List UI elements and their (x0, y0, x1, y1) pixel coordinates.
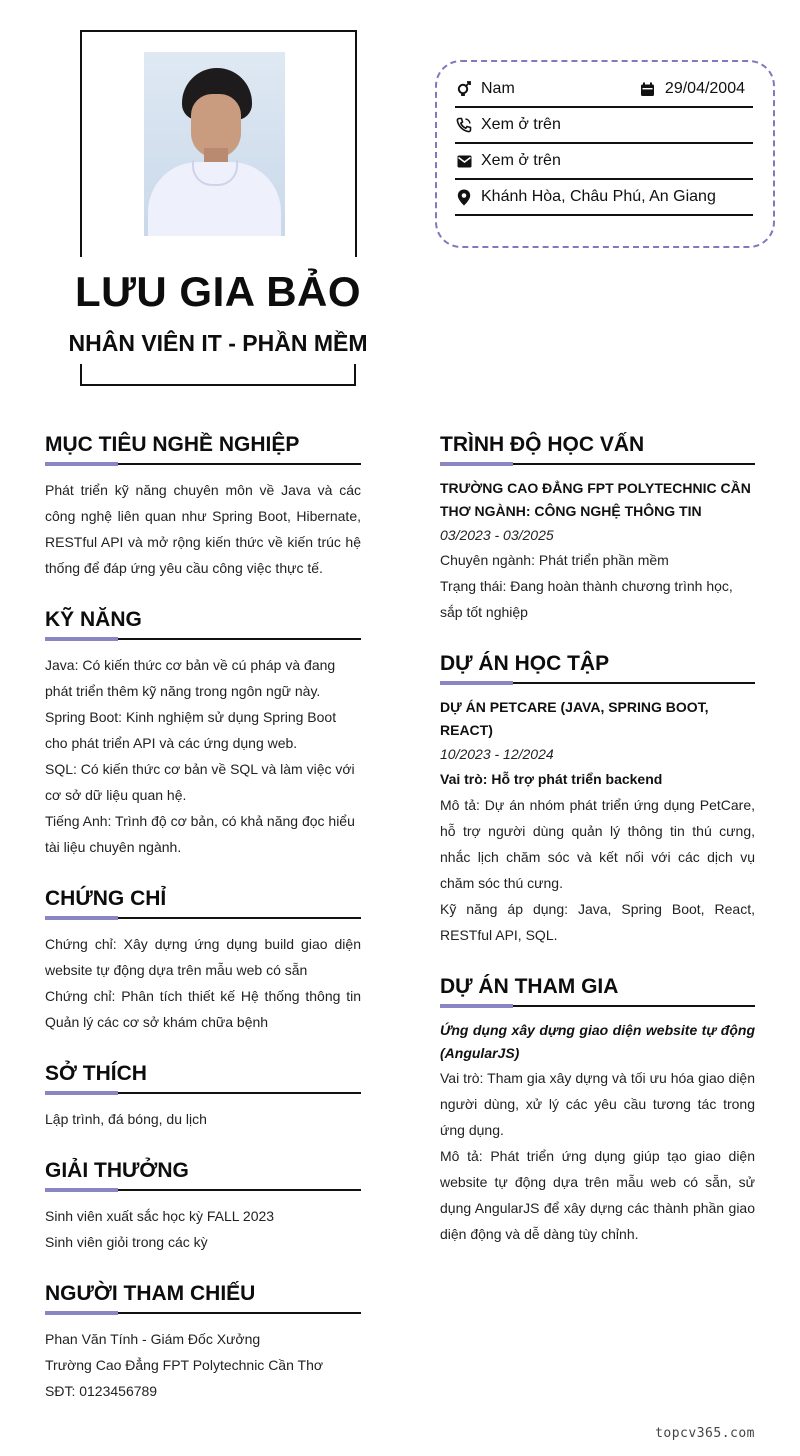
section-divider (440, 462, 755, 465)
gender-icon (455, 80, 473, 98)
section-divider (45, 637, 361, 640)
section-divider (45, 916, 361, 919)
section-title-skills: KỸ NĂNG (45, 608, 142, 631)
contact-row-gender (455, 72, 753, 108)
location-pin-icon (455, 188, 473, 206)
photo-frame-bottom (80, 364, 356, 386)
project-description: Mô tả: Dự án nhóm phát triển ứng dụng PetCare, hỗ trợ người dùng quản lý thông tin thú cưng, nhắc lịch chăm sóc và kết nối với các dịch vụ chăm sóc thú cưng. (440, 797, 755, 891)
section-objective (45, 430, 361, 581)
address-value: Khánh Hòa, Châu Phú, An Giang (481, 188, 716, 205)
education-status: Trạng thái: Đang hoàn thành chương trình học, sắp tốt nghiệp (440, 578, 733, 620)
certificate-item: Chứng chỉ: Phân tích thiết kế Hệ thống thông tin Quản lý các cơ sở khám chữa bệnh (45, 988, 361, 1030)
section-hobbies (45, 1059, 361, 1132)
section-title-awards: GIẢI THƯỞNG (45, 1159, 189, 1182)
dob-group (639, 72, 745, 106)
section-awards (45, 1156, 361, 1255)
phone-icon (455, 116, 473, 134)
participated-project-role: Vai trò: Tham gia xây dựng và tối ưu hóa giao diện người dùng, xử lý các yêu cầu tương tác trong ứng dụng. (440, 1070, 755, 1138)
hobbies-text: Lập trình, đá bóng, du lịch (45, 1111, 207, 1127)
watermark: topcv365.com (655, 1426, 755, 1441)
section-title-objective: MỤC TIÊU NGHỀ NGHIỆP (45, 433, 300, 456)
calendar-icon (639, 80, 657, 98)
section-title-hobbies: SỞ THÍCH (45, 1062, 147, 1085)
right-column (440, 430, 755, 1271)
award-item: Sinh viên giỏi trong các kỳ (45, 1234, 208, 1250)
section-divider (45, 1188, 361, 1191)
reference-item: Phan Văn Tính - Giám Đốc Xưởng (45, 1331, 261, 1347)
section-title-certificates: CHỨNG CHỈ (45, 887, 167, 910)
gender-value: Nam (481, 80, 515, 97)
certificate-item: Chứng chỉ: Xây dựng ứng dụng build giao diện website tự động dựa trên mẫu web có sẵn (45, 936, 361, 978)
left-column (45, 430, 361, 1428)
skill-item: Spring Boot: Kinh nghiệm sử dụng Spring Boot cho phát triển API và các ứng dụng web. (45, 709, 337, 751)
section-certificates (45, 884, 361, 1035)
section-title-participated-projects: DỰ ÁN THAM GIA (440, 975, 619, 998)
profile-photo (144, 52, 285, 236)
project-skills: Kỹ năng áp dụng: Java, Spring Boot, React, RESTful API, SQL. (440, 901, 755, 943)
section-title-education: TRÌNH ĐỘ HỌC VẤN (440, 433, 645, 456)
section-title-references: NGƯỜI THAM CHIẾU (45, 1282, 256, 1305)
project-period: 10/2023 - 12/2024 (440, 746, 554, 762)
education-major: Chuyên ngành: Phát triển phần mềm (440, 552, 669, 568)
section-title-study-projects: DỰ ÁN HỌC TẬP (440, 652, 610, 675)
participated-project-name: Ứng dụng xây dựng giao diện website tự động (AngularJS) (440, 1022, 755, 1061)
section-divider (45, 1311, 361, 1314)
section-references (45, 1279, 361, 1404)
candidate-name: LƯU GIA BẢO (74, 268, 362, 315)
participated-project-description: Mô tả: Phát triển ứng dụng giúp tạo giao diện website tự động dựa trên mẫu web có sẵn, sử dụng AngularJS để xây dựng các thành phần giao diện động và dễ dàng tùy chỉnh. (440, 1148, 755, 1242)
section-skills (45, 605, 361, 860)
contact-row-phone (455, 108, 753, 144)
email-value: Xem ở trên (481, 152, 561, 169)
project-name: DỰ ÁN PETCARE (JAVA, SPRING BOOT, REACT) (440, 699, 709, 738)
project-role: Vai trò: Hỗ trợ phát triển backend (440, 771, 663, 787)
education-period: 03/2023 - 03/2025 (440, 527, 554, 543)
school-name: TRƯỜNG CAO ĐẲNG FPT POLYTECHNIC CẦN THƠ NGÀNH: CÔNG NGHỆ THÔNG TIN (440, 480, 751, 519)
section-education (440, 430, 755, 625)
job-position: NHÂN VIÊN IT - PHẦN MỀM (68, 330, 368, 356)
objective-text: Phát triển kỹ năng chuyên môn về Java và các công nghệ liên quan như Spring Boot, Hibernate, RESTful API và mở rộng kiến thức về kiến trúc hệ thống để đáp ứng yêu cầu công việc thực tế. (45, 482, 361, 576)
section-participated-projects (440, 972, 755, 1247)
section-study-projects (440, 649, 755, 948)
skill-item: SQL: Có kiến thức cơ bản về SQL và làm việc với cơ sở dữ liệu quan hệ. (45, 761, 355, 803)
reference-item: Trường Cao Đẳng FPT Polytechnic Cần Thơ (45, 1357, 324, 1373)
section-divider (45, 462, 361, 465)
section-divider (440, 681, 755, 684)
skill-item: Tiếng Anh: Trình độ cơ bản, có khả năng đọc hiểu tài liệu chuyên ngành. (45, 813, 355, 855)
reference-item: SĐT: 0123456789 (45, 1383, 158, 1399)
dob-value: 29/04/2004 (664, 80, 745, 97)
section-divider (45, 1091, 361, 1094)
section-divider (440, 1004, 755, 1007)
phone-value: Xem ở trên (481, 116, 561, 133)
skill-item: Java: Có kiến thức cơ bản về cú pháp và đang phát triển thêm kỹ năng trong ngôn ngữ này. (45, 657, 336, 699)
contact-row-address (455, 180, 753, 216)
contact-row-email (455, 144, 753, 180)
award-item: Sinh viên xuất sắc học kỳ FALL 2023 (45, 1208, 275, 1224)
email-icon (455, 152, 473, 170)
